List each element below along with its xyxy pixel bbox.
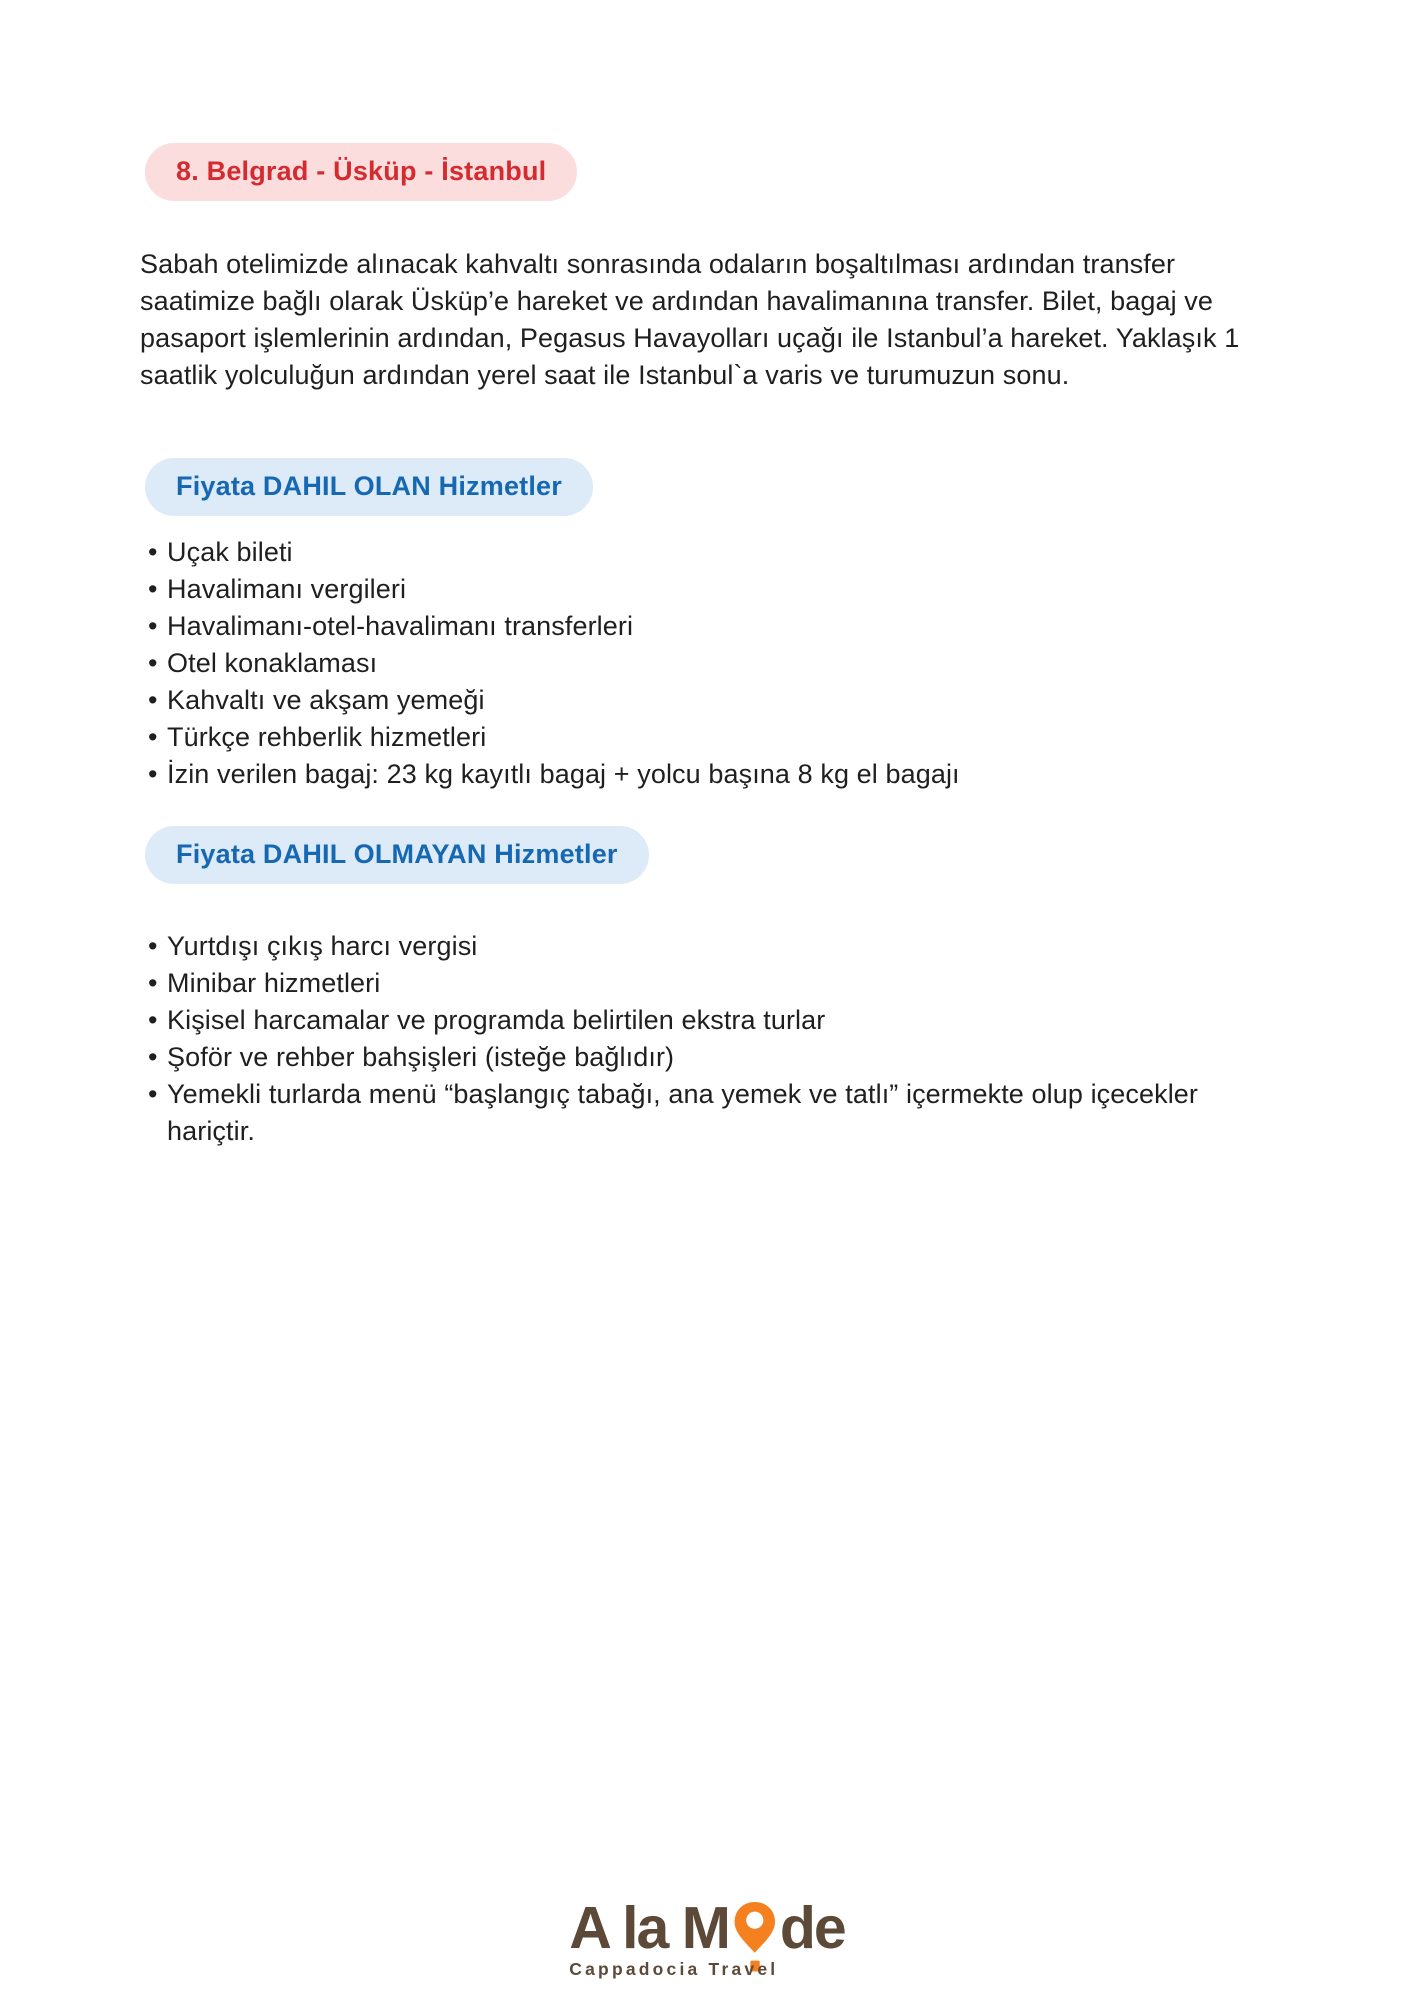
bullet-icon: • bbox=[148, 722, 158, 752]
bullet-icon: • bbox=[148, 611, 158, 641]
list-item-text: Uçak bileti bbox=[167, 537, 293, 567]
list-item-text: Şoför ve rehber bahşişleri (isteğe bağlıdır) bbox=[167, 1042, 675, 1072]
list-item bbox=[140, 965, 1244, 1002]
list-item-text: Minibar hizmetleri bbox=[167, 968, 381, 998]
list-item bbox=[140, 534, 1244, 571]
list-item bbox=[140, 1076, 1244, 1150]
list-item bbox=[140, 645, 1244, 682]
bullet-icon: • bbox=[148, 931, 158, 961]
list-item bbox=[140, 719, 1244, 756]
logo-text-left: A la M bbox=[569, 1894, 729, 1961]
bullet-icon: • bbox=[148, 685, 158, 715]
company-logo bbox=[569, 1894, 845, 1979]
excluded-services-badge: Fiyata DAHIL OLMAYAN Hizmetler bbox=[145, 826, 649, 884]
list-item-text: Kişisel harcamalar ve programda belirtilen ekstra turlar bbox=[167, 1005, 826, 1035]
list-item-text: Havalimanı vergileri bbox=[167, 574, 407, 604]
list-item-text: İzin verilen bagaj: 23 kg kayıtlı bagaj + yolcu başına 8 kg el bagajı bbox=[167, 759, 960, 789]
bullet-icon: • bbox=[148, 574, 158, 604]
list-item-text: Havalimanı-otel-havalimanı transferleri bbox=[167, 611, 634, 641]
bullet-icon: • bbox=[148, 537, 158, 567]
day-title-badge: 8. Belgrad - Üsküp - İstanbul bbox=[145, 143, 577, 201]
list-item bbox=[140, 682, 1244, 719]
list-item bbox=[140, 608, 1244, 645]
list-item bbox=[140, 756, 1244, 793]
bullet-icon: • bbox=[148, 1042, 158, 1072]
list-item bbox=[140, 1002, 1244, 1039]
list-item bbox=[140, 928, 1244, 965]
bullet-icon: • bbox=[148, 759, 158, 789]
bullet-icon: • bbox=[148, 968, 158, 998]
list-item-text: Otel konaklaması bbox=[167, 648, 378, 678]
list-item-text: Yemekli turlarda menü “başlangıç tabağı, ana yemek ve tatlı” içermekte olup içecekler hariçtir. bbox=[167, 1079, 1199, 1146]
bullet-icon: • bbox=[148, 648, 158, 678]
logo-subtitle: Cappadocia Travel bbox=[569, 1958, 779, 1979]
list-item-text: Yurtdışı çıkış harcı vergisi bbox=[167, 931, 478, 961]
logo-text-right: de bbox=[779, 1894, 845, 1961]
list-item-text: Türkçe rehberlik hizmetleri bbox=[167, 722, 487, 752]
list-item bbox=[140, 1039, 1244, 1076]
logo-wordmark bbox=[569, 1894, 845, 1961]
excluded-services-list bbox=[140, 928, 1244, 1150]
included-services-badge: Fiyata DAHIL OLAN Hizmetler bbox=[145, 458, 593, 516]
list-item-text: Kahvaltı ve akşam yemeği bbox=[167, 685, 485, 715]
included-services-list bbox=[140, 534, 1244, 793]
bullet-icon: • bbox=[148, 1005, 158, 1035]
day-description: Sabah otelimizde alınacak kahvaltı sonrasında odaların boşaltılması ardından transfer saatimize bağlı olarak Üsküp’e hareket ve ardından havalimanına transfer. Bilet, bagaj ve pasaport işlemlerinin ardından, Pegasus Havayolları uçağı ile Istanbul’a hareket. Yaklaşık 1 saatlik yolculuğun ardından yerel saat ile Istanbul`a varis ve turumuzun sonu. bbox=[140, 249, 1240, 390]
list-item bbox=[140, 571, 1244, 608]
bullet-icon: • bbox=[148, 1079, 158, 1109]
